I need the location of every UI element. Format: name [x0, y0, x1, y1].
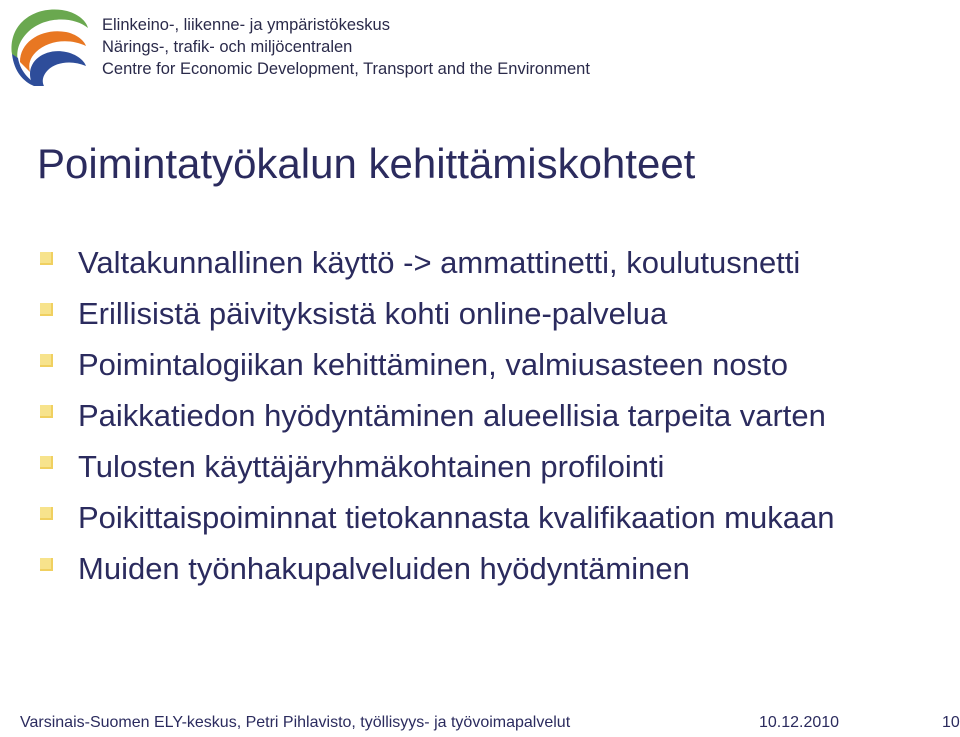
square-bullet-icon — [40, 456, 53, 469]
org-name-finnish: Elinkeino-, liikenne- ja ympäristökeskus — [102, 16, 390, 34]
org-name-english: Centre for Economic Development, Transport and the Environment — [102, 60, 590, 78]
square-bullet-icon — [40, 558, 53, 571]
footer-date: 10.12.2010 — [759, 714, 840, 731]
ely-centre-logo-icon — [4, 2, 88, 86]
bullet-text: Tulosten käyttäjäryhmäkohtainen profilointi — [78, 449, 665, 484]
square-bullet-icon — [40, 303, 53, 316]
bullet-item — [40, 444, 834, 495]
bullet-item — [40, 342, 834, 393]
bullet-text: Paikkatiedon hyödyntäminen alueellisia tarpeita varten — [78, 398, 826, 433]
page-number: 10 — [942, 714, 960, 731]
org-name-swedish: Närings-, trafik- och miljöcentralen — [102, 38, 353, 56]
footer-presenter: Varsinais-Suomen ELY-keskus, Petri Pihlavisto, työllisyys- ja työvoimapalvelut — [20, 714, 571, 731]
square-bullet-icon — [40, 507, 53, 520]
bullet-list — [40, 240, 834, 597]
bullet-text: Muiden työnhakupalveluiden hyödyntäminen — [78, 551, 690, 586]
bullet-item — [40, 495, 834, 546]
bullet-item — [40, 393, 834, 444]
bullet-item — [40, 291, 834, 342]
bullet-item — [40, 546, 834, 597]
square-bullet-icon — [40, 354, 53, 367]
org-names — [102, 14, 590, 80]
bullet-item — [40, 240, 834, 291]
square-bullet-icon — [40, 252, 53, 265]
bullet-text: Valtakunnallinen käyttö -> ammattinetti, koulutusnetti — [78, 245, 801, 280]
bullet-text: Poikittaispoiminnat tietokannasta kvalifikaation mukaan — [78, 500, 835, 535]
bullet-text: Erillisistä päivityksistä kohti online-palvelua — [78, 296, 668, 331]
square-bullet-icon — [40, 405, 53, 418]
slide-title: Poimintatyökalun kehittämiskohteet — [37, 140, 696, 187]
bullet-text: Poimintalogiikan kehittäminen, valmiusasteen nosto — [78, 347, 788, 382]
ely-logo — [4, 2, 88, 86]
